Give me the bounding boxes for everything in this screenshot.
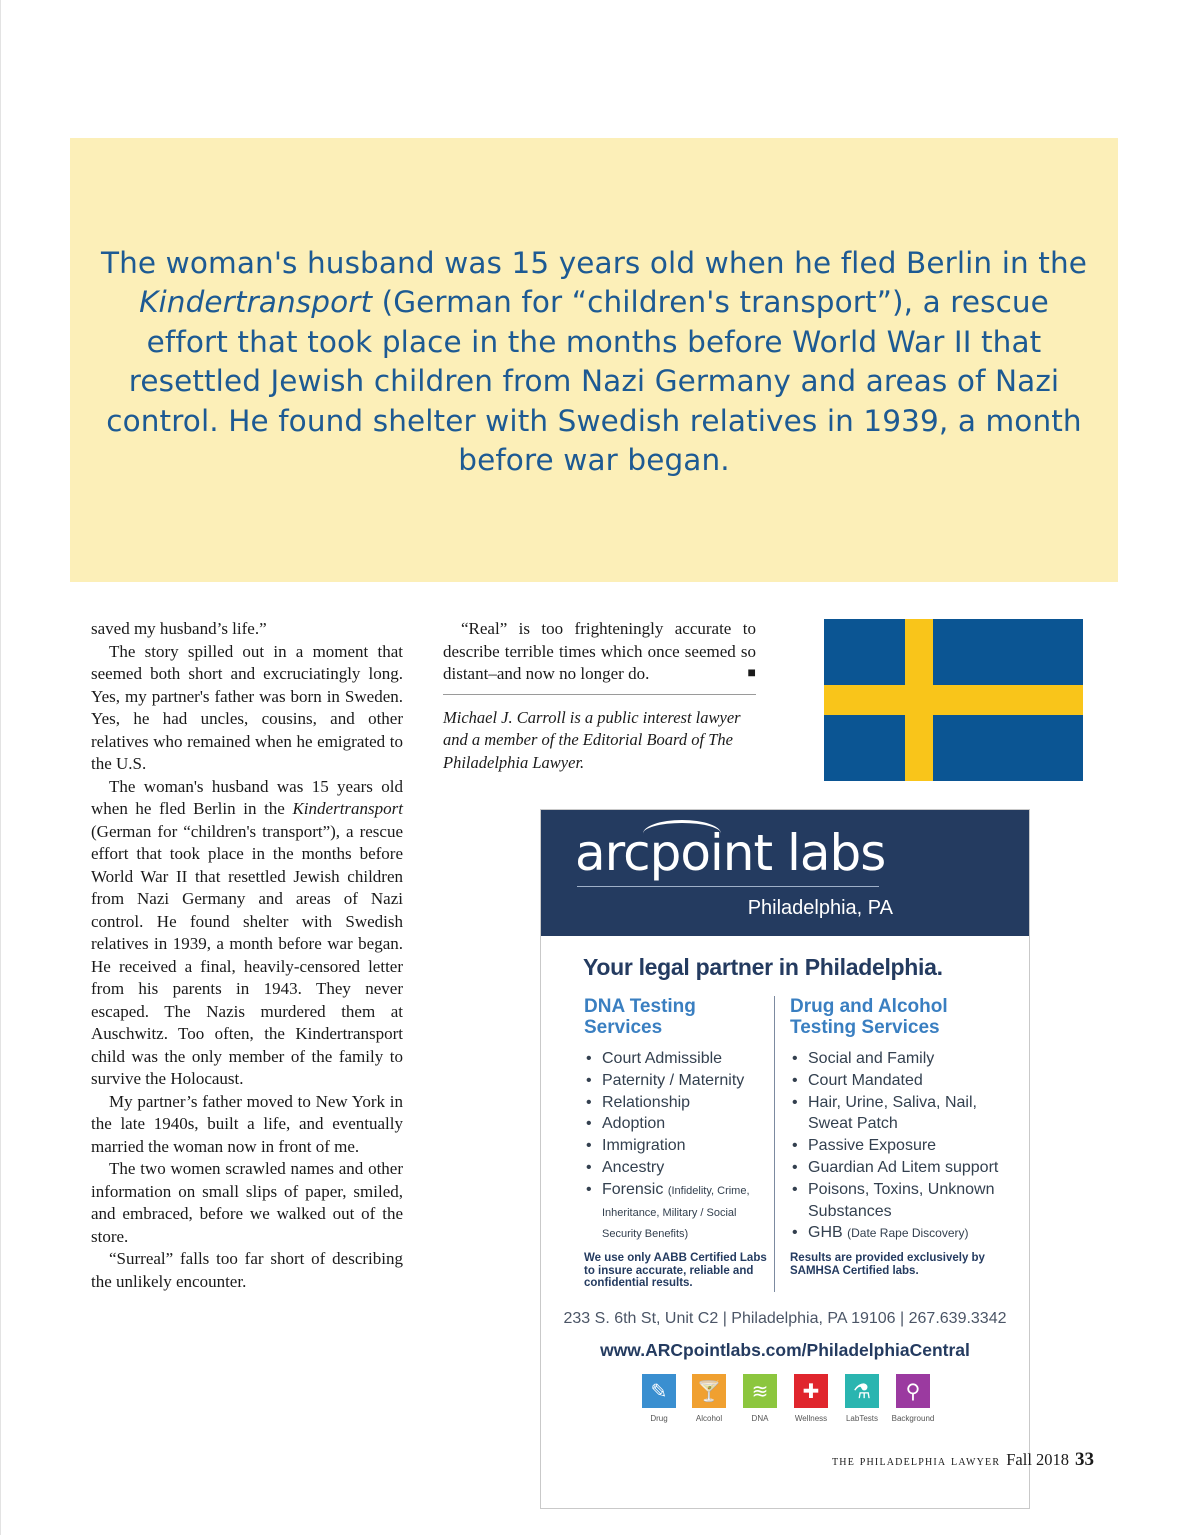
flag-horizontal-cross-bar xyxy=(824,685,1083,715)
dna-service-item: • Ancestry xyxy=(584,1157,769,1179)
col1-paragraph-1: saved my husband’s life.” xyxy=(91,619,267,638)
syringe-icon: ✎ xyxy=(642,1374,676,1408)
pull-quote-box xyxy=(70,138,1118,582)
col1-paragraph-3 xyxy=(91,776,403,1091)
article-column-1 xyxy=(91,618,403,1293)
microscope-icon: ⚗ xyxy=(845,1374,879,1408)
pull-quote-part2: (German for “children's transport”), a rescue effort that took place in the months before World War II that resettled Jewish children from Nazi Germany and areas of Nazi control. He found shelter with Swedish relatives in 1939, a month before war began. xyxy=(106,285,1082,478)
col1-paragraph-2: The story spilled out in a moment that seemed both short and excruciatingly long. Yes, my partner's father was born in Sweden. Yes, he had uncles, cousins, and other relatives who remained when he emigrated to the U.S. xyxy=(91,641,403,773)
ad-header xyxy=(541,810,1029,936)
logo-underline xyxy=(577,886,879,887)
ad-tagline: Your legal partner in Philadelphia. xyxy=(583,954,943,980)
drug-service-item: • Hair, Urine, Saliva, Nail, Sweat Patch xyxy=(790,1092,1005,1136)
col1-paragraph-6: “Surreal” falls too far short of describing the unlikely encounter. xyxy=(91,1249,403,1291)
icon-label: Alcohol xyxy=(695,1414,723,1423)
icon-label: Wellness xyxy=(794,1414,828,1423)
pull-quote-part1: The woman's husband was 15 years old when he fled Berlin in the xyxy=(101,246,1087,280)
col1-paragraph-5: The two women scrawled names and other information on small slips of paper, smiled, and embraced, before we walked out of the store. xyxy=(91,1159,403,1246)
dna-service-item: • Adoption xyxy=(584,1113,769,1135)
page-footer xyxy=(832,1449,1132,1479)
dna-services-column xyxy=(584,996,769,1290)
icon-label: LabTests xyxy=(845,1414,879,1423)
drug-service-item: • Guardian Ad Litem support xyxy=(790,1157,1005,1179)
ad-address: 233 S. 6th St, Unit C2 | Philadelphia, PA 19106 | 267.639.3342 xyxy=(563,1310,1007,1327)
end-of-article-mark: ■ xyxy=(747,666,756,681)
dna-service-item: • Relationship xyxy=(584,1092,769,1114)
drug-service-item: • Court Mandated xyxy=(790,1070,1005,1092)
dna-service-item-forensic: • Forensic (Infidelity, Crime, Inheritance, Military / Social Security Benefits) xyxy=(584,1179,769,1244)
dna-services-list xyxy=(584,1048,769,1244)
ad-city: Philadelphia, PA xyxy=(747,897,893,919)
issue-label: Fall 2018 xyxy=(1006,1450,1070,1469)
drug-service-item: • Poisons, Toxins, Unknown Substances xyxy=(790,1179,1005,1223)
dna-service-item: • Court Admissible xyxy=(584,1048,769,1070)
dna-service-item: • Paternity / Maternity xyxy=(584,1070,769,1092)
cross-icon: ✚ xyxy=(794,1374,828,1408)
drug-alcohol-heading: Drug and Alcohol Testing Services xyxy=(790,996,948,1038)
article-column-2 xyxy=(443,618,756,774)
icon-label: Drug xyxy=(650,1414,668,1423)
drug-service-item: • Social and Family xyxy=(790,1048,1005,1070)
pull-quote-italic: Kindertransport xyxy=(139,285,373,320)
drug-service-item: • Passive Exposure xyxy=(790,1135,1005,1157)
magazine-name: the philadelphia lawyer xyxy=(832,1454,1001,1469)
col2-paragraph-text: “Real” is too frighteningly accurate to describe terrible times which once seemed so distant–and now no longer do. xyxy=(443,619,756,683)
icon-label: Background xyxy=(891,1414,935,1423)
drug-alcohol-services-list xyxy=(790,1048,1005,1244)
author-bio: Michael J. Carroll is a public interest lawyer and a member of the Editorial Board of The Philadelphia Lawyer. xyxy=(443,707,741,772)
ad-column-divider xyxy=(774,996,775,1292)
col2-paragraph-1 xyxy=(443,618,756,686)
ad-website-link[interactable]: www.ARCpointlabs.com/PhiladelphiaCentral xyxy=(600,1340,970,1360)
drug-service-item-ghb: • GHB (Date Rape Discovery) xyxy=(790,1222,1005,1244)
icon-label: DNA xyxy=(751,1414,769,1423)
col1-p3-part2: (German for “children's transport”), a rescue effort that took place in the months before World War II that resettled Jewish children from Nazi Germany and areas of Nazi control. He found shelter with Swedish relatives in 1939, a month before war began. He received a final, heavily-censored letter from his parents in 1943. They never escaped. The Nazis murdered them at Auschwitz. Too often, the Kindertransport child was the only member of the family to survive the Holocaust. xyxy=(91,821,403,1088)
dna-service-item: • Immigration xyxy=(584,1135,769,1157)
bio-divider xyxy=(443,694,756,695)
arcpoint-labs-advertisement xyxy=(540,809,1030,1509)
col1-p3-part1: The woman's husband was 15 years old when he fled Berlin in the xyxy=(91,776,403,818)
aabb-note: We use only AABB Certified Labs to insure accurate, reliable and confidential results. xyxy=(584,1252,767,1290)
page-number: 33 xyxy=(1075,1449,1095,1470)
ad-logo: arcpoint labs xyxy=(575,824,886,882)
page-edge-rule xyxy=(0,0,1,1535)
magnifier-icon: ⚲ xyxy=(896,1374,930,1408)
cocktail-icon: 🍸 xyxy=(692,1374,726,1408)
samhsa-note: Results are provided exclusively by SAMHSA Certified labs. xyxy=(790,1252,985,1277)
dna-icon: ≋ xyxy=(743,1374,777,1408)
dna-services-heading: DNA Testing Services xyxy=(584,996,696,1038)
col1-paragraph-4: My partner’s father moved to New York in the late 1940s, built a life, and eventually married the woman now in front of me. xyxy=(91,1091,403,1156)
col1-p3-italic: Kindertransport xyxy=(292,799,403,818)
swedish-flag-image xyxy=(824,619,1083,781)
drug-alcohol-services-column xyxy=(790,996,1005,1277)
pull-quote-text xyxy=(94,244,1094,480)
